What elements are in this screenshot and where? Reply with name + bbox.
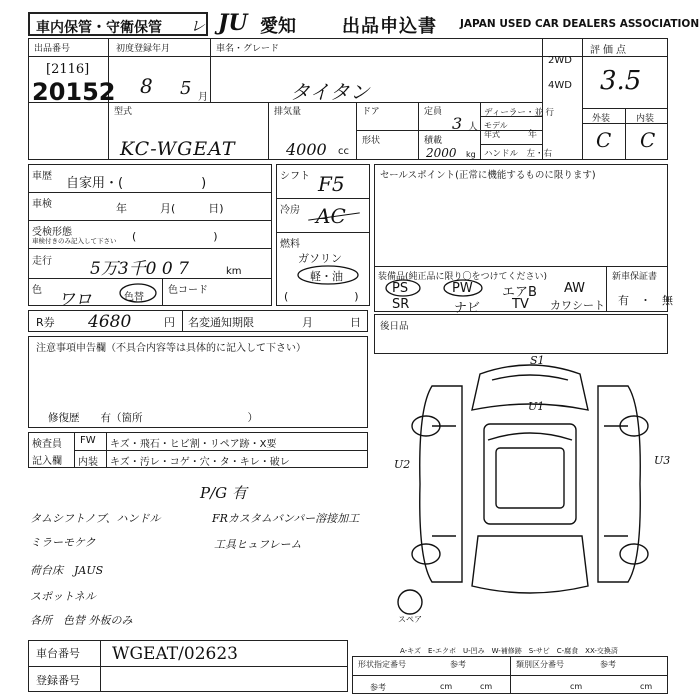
eq-pw-circle: [442, 278, 484, 298]
eq-pw: PW: [452, 281, 473, 296]
label-class-no: 類別区分番号: [516, 660, 564, 669]
label-inspection: 車検: [32, 199, 52, 210]
label-capacity: 定員: [424, 107, 443, 117]
eq-leather-seat: カワシート: [550, 299, 605, 312]
fuel-light-oil: 軽・油: [310, 270, 343, 283]
label-reception-paren: ( ): [132, 230, 218, 243]
label-model: 型式: [114, 107, 133, 117]
r-ticket-unit: 円: [164, 316, 175, 329]
first-reg-year: 8: [140, 74, 153, 98]
interior-grade: C: [640, 128, 656, 152]
color-value: ワロ: [58, 290, 92, 310]
shift-value: F5: [318, 172, 345, 196]
storage-check-mark: レ: [190, 17, 206, 35]
label-cooler: 冷房: [280, 205, 300, 216]
label-month: 月: [302, 316, 313, 329]
label-r-ticket: R券: [36, 316, 55, 329]
label-year-unit: 年: [528, 130, 538, 140]
note-2: 工具ヒュフレーム: [214, 538, 302, 551]
doc-title: 出品申込書: [342, 16, 437, 37]
r-ticket-value: 4680: [88, 312, 132, 332]
storage-title: 車内保管・守衛保管: [36, 20, 162, 36]
label-4wd: 4WD: [548, 80, 572, 91]
label-cm-4: cm: [640, 682, 653, 691]
label-cm-2: cm: [480, 682, 493, 691]
chassis-no-value: WGEAT/02623: [112, 644, 238, 664]
label-eval-points: 評価点: [590, 45, 629, 56]
label-history: 車歴: [32, 171, 52, 182]
eval-points-value: 3.5: [600, 66, 642, 96]
label-warranty: 新車保証書: [612, 272, 658, 282]
fuel-paren: ( ): [284, 290, 359, 303]
label-displacement: 排気量: [274, 107, 302, 117]
lot-small-number: [2116]: [46, 62, 90, 77]
car-body-diagram: [392, 350, 671, 620]
label-color-change: 色替: [124, 292, 144, 303]
equipment-grid: [378, 280, 606, 316]
label-cm-1: cm: [440, 682, 453, 691]
ju-logo: JU: [218, 10, 248, 36]
mileage-unit: km: [226, 266, 242, 277]
label-exterior: 外装: [592, 114, 611, 124]
label-inspector: 検査員: [32, 439, 62, 450]
label-equipment: 装備品(純正品に限り〇をつけてください): [378, 272, 548, 282]
org-name: 愛知: [260, 16, 296, 37]
fuel-light-oil-circle: [296, 264, 360, 286]
pg-note: P/G 有: [200, 484, 247, 502]
label-lot-no: 出品番号: [34, 44, 71, 54]
model-value: KC-WGEAT: [120, 138, 236, 160]
lot-number: 20152: [32, 78, 116, 106]
eq-sr: SR: [392, 297, 410, 312]
eq-aw: AW: [564, 281, 586, 296]
eq-ps-circle: [384, 278, 422, 298]
rear-items-box: [374, 314, 668, 354]
label-interior: 内装: [636, 114, 655, 124]
color-change-circle: [118, 282, 158, 304]
side-note-1: タムシフトノブ、ハンドル: [30, 512, 161, 525]
label-interior-row: 内装: [78, 457, 98, 468]
storage-title-box: [28, 12, 208, 36]
label-ref-1: 参考: [450, 660, 466, 669]
side-note-4: スポットネル: [30, 590, 96, 603]
eq-navi: ナビ: [454, 301, 481, 316]
diagram-u1: U1: [528, 400, 545, 413]
label-fuel: 燃料: [280, 239, 300, 250]
cooler-value: AC: [316, 204, 346, 228]
side-note-2: ミラーモケク: [30, 536, 96, 549]
label-inspection-date: 年 月( 日): [116, 202, 224, 215]
eq-ps: PS: [392, 281, 409, 296]
first-reg-month: 5: [180, 78, 192, 99]
label-shift: シフト: [280, 171, 310, 182]
label-doors: ドア: [362, 107, 380, 117]
label-rear-items: 後日品: [380, 321, 409, 332]
exterior-grade: C: [596, 128, 612, 152]
eq-tv: TV: [512, 297, 529, 312]
label-first-reg: 初度登録年月: [116, 44, 171, 54]
side-note-3: 荷台床 JAUS: [30, 564, 104, 577]
fw-items: キズ・飛石・ヒビ割・リペア跡・X要: [110, 439, 277, 450]
label-shape: 形状: [362, 136, 381, 146]
note-1: FRカスタムバンパー溶接加工: [212, 512, 360, 525]
label-registration-no: 登録番号: [36, 674, 80, 687]
label-2wd: 2WD: [548, 55, 572, 66]
label-notes-title: 注意事項申告欄（不具合内容等は具体的に記入して下さい）: [36, 343, 306, 354]
label-handle: ハンドル 左・右: [484, 149, 553, 159]
label-car-name: 車名・グレード: [216, 44, 280, 54]
load-unit: kg: [466, 150, 476, 159]
mileage-value: 5万3千0 0 7: [90, 259, 189, 279]
label-model-year: モデル年式: [484, 121, 508, 139]
displacement-value: 4000: [286, 140, 327, 159]
label-ref-2: 参考: [600, 660, 616, 669]
damage-legend: A-キズ E-エクボ U-凹み W-補修跡 S-サビ C-腐食 XX-交換済: [400, 647, 618, 655]
diagram-u3: U3: [654, 454, 671, 467]
fuel-gasoline: ガソリン: [298, 252, 342, 265]
label-shape-spec-no: 形状指定番号: [358, 660, 406, 669]
first-reg-month-unit: 月: [198, 92, 208, 103]
label-mileage: 走行: [32, 256, 52, 267]
warranty-options: 有 ・ 無: [618, 294, 673, 307]
label-reception: 受検形態: [32, 227, 72, 238]
diagram-u2: U2: [394, 458, 411, 471]
car-name-value: タイタン: [290, 80, 370, 104]
label-color: 色: [32, 285, 42, 296]
label-entry: 記入欄: [32, 456, 62, 467]
side-note-5: 各所 色替 外板のみ: [30, 614, 133, 627]
label-private-use: 自家用・( ): [66, 176, 207, 191]
label-color-code: 色コード: [168, 285, 208, 296]
label-load: 積載: [424, 136, 443, 146]
label-cm-3: cm: [570, 682, 583, 691]
load-value: 2000: [426, 146, 457, 160]
diagram-s1: S1: [530, 354, 545, 367]
eq-airbag: エアB: [502, 285, 537, 300]
label-dealer-parallel: ディーラー・並 行: [484, 108, 555, 118]
label-chassis-no: 車台番号: [36, 647, 80, 660]
org-name-en: JAPAN USED CAR DEALERS ASSOCIATION: [460, 18, 700, 30]
displacement-unit: cc: [338, 146, 349, 157]
label-repair-history: 修復歴 有（箇所 ）: [48, 412, 258, 424]
label-spare: スペア: [398, 615, 422, 624]
capacity-unit: 人: [468, 122, 478, 133]
label-fw: FW: [80, 435, 96, 446]
label-day: 日: [350, 316, 361, 329]
label-sales-point: セールスポイント(正常に機能するものに限ります): [380, 170, 596, 181]
label-ref-3: 参考: [370, 683, 386, 692]
interior-items: キズ・汚レ・コゲ・穴・タ・キレ・破レ: [110, 457, 290, 468]
label-name-change: 名変通知期限: [188, 316, 254, 329]
capacity-value: 3: [452, 114, 463, 133]
label-reception-note: 車検付きのみ記入して下さい: [32, 237, 117, 245]
